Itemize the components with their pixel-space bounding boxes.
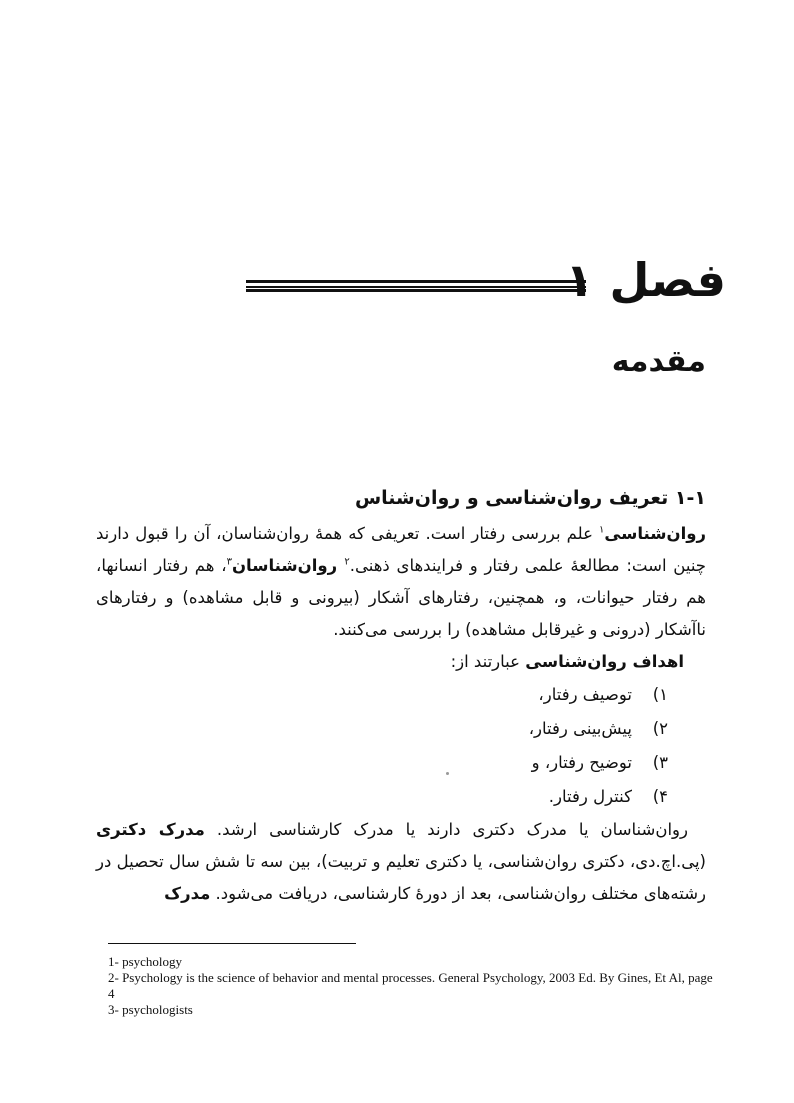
term-psychology: روان‌شناسی — [604, 524, 706, 543]
paragraph-degrees — [96, 814, 706, 910]
list-item-text: توضیح رفتار، و — [531, 753, 632, 772]
list-item-number: ۴) — [652, 787, 668, 806]
definition-text-continued: ، هم رفتار انسانها، هم رفتار حیوانات، و، همچنین، رفتارهای آشکار (بیرونی و قابل مشاهده) و رفتارهای ناآشکار (درونی و غیرقابل مشاهده) را بررسی می‌کنند. — [96, 556, 706, 639]
chapter-header — [86, 250, 726, 310]
chapter-title: فصل ۱ — [565, 253, 726, 307]
list-item-text: توصیف رفتار، — [538, 685, 632, 704]
definition-text: علم بررسی رفتار است. تعریفی که همهٔ روان‌شناسان، آن را قبول دارند چنین است: مطالعهٔ علمی رفتار و فرایندهای ذهنی. — [96, 524, 707, 575]
footnotes — [108, 954, 718, 1018]
footnote-ref-3: ۳ — [226, 556, 232, 568]
scan-speck — [446, 772, 449, 775]
footnote-ref-2: ۲ — [344, 556, 350, 568]
paragraph-definition — [96, 518, 706, 646]
list-item — [96, 746, 668, 780]
degrees-text-continued: (پی.اچ.دی، دکتری روان‌شناسی، یا دکتری تعلیم و تربیت)، بین سه تا شش سال تحصیل در رشته‌های مختلف روان‌شناسی، بعد از دورهٔ کارشناسی، دریافت می‌شود. — [96, 852, 706, 903]
chapter-rule — [246, 280, 586, 292]
goals-heading — [96, 646, 706, 678]
goals-list — [96, 678, 706, 814]
body-text — [96, 518, 706, 910]
footnote-rule — [108, 943, 356, 944]
list-item-number: ۱) — [652, 685, 668, 704]
term-degree: مدرک — [164, 884, 211, 903]
term-doctorate: مدرک دکتری — [96, 820, 205, 839]
list-item — [96, 780, 668, 814]
chapter-subtitle: مقدمه — [611, 344, 706, 379]
list-item-text: کنترل رفتار. — [548, 787, 632, 806]
goals-heading-bold: اهداف روان‌شناسی — [525, 652, 684, 671]
footnote-ref-1: ۱ — [599, 524, 605, 536]
list-item — [96, 712, 668, 746]
footnote-2: 2- Psychology is the science of behavior and mental processes. General Psychology, 2003 Ed. By Gines, Et Al, page 4 — [108, 970, 713, 1001]
section-title: ۱-۱ تعریف روان‌شناسی و روان‌شناس — [354, 487, 706, 509]
term-psychologists: روان‌شناسان — [231, 556, 345, 575]
list-item-number: ۳) — [652, 753, 668, 772]
footnote-1: 1- psychology — [108, 954, 183, 969]
list-item — [96, 678, 668, 712]
list-item-text: پیش‌بینی رفتار، — [528, 719, 632, 738]
list-item-number: ۲) — [652, 719, 668, 738]
goals-heading-tail: عبارتند از: — [450, 652, 526, 671]
footnote-3: 3- psychologists — [108, 1002, 193, 1017]
degrees-text: روان‌شناسان یا مدرک دکتری دارند یا مدرک کارشناسی ارشد. — [204, 820, 688, 839]
